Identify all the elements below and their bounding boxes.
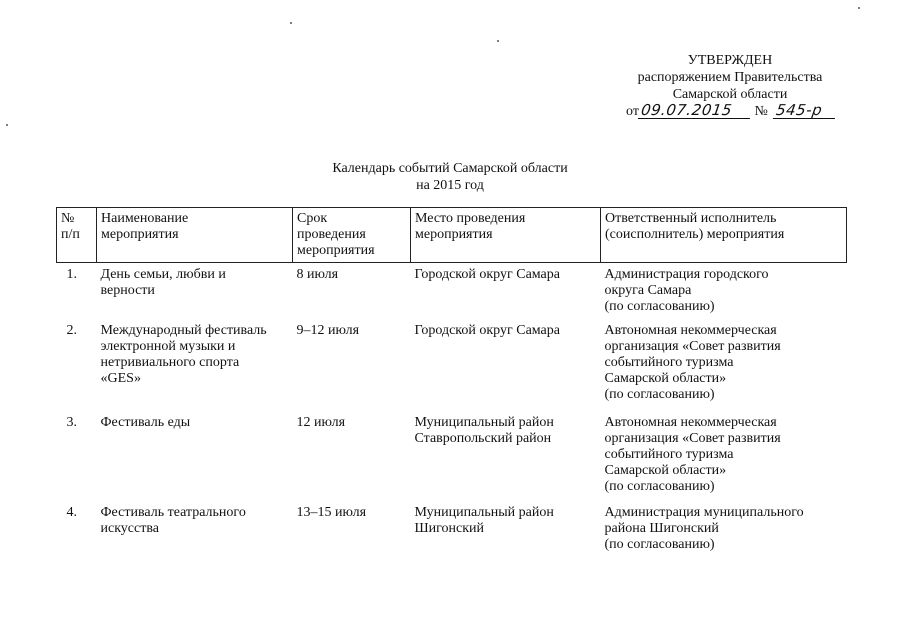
row-event-name: День семьи, любви и верности — [100, 267, 226, 298]
order-date-handwritten: 09.07.2015 — [638, 103, 752, 119]
row-number: 2. — [66, 323, 77, 338]
header-event-name: Наименование мероприятия — [97, 208, 293, 263]
row-event-date: 13–15 июля — [296, 505, 367, 520]
row-number: 1. — [66, 267, 77, 282]
row-responsible: Администрация городского округа Самара (по согласованию) — [604, 267, 769, 314]
row-event-name: Фестиваль еды — [100, 415, 191, 430]
document-title — [250, 160, 650, 194]
row-responsible: Администрация муниципального района Шигонский (по согласованию) — [604, 505, 804, 552]
row-event-place: Городской округ Самара — [414, 323, 560, 338]
table-header-row — [57, 208, 847, 263]
document-title-line1: Календарь событий Самарской области — [332, 161, 568, 176]
row-responsible: Автономная некоммерческая организация «Совет развития событийного туризма Самарской области» (по согласованию) — [604, 415, 781, 494]
order-number-handwritten: 545-р — [773, 103, 837, 119]
header-number: № п/п — [57, 208, 97, 263]
header-event-place: Место проведения мероприятия — [411, 208, 601, 263]
row-event-name: Фестиваль театрального искусства — [100, 505, 246, 536]
scan-speck — [497, 40, 499, 42]
row-responsible: Автономная некоммерческая организация «Совет развития событийного туризма Самарской области» (по согласованию) — [604, 323, 781, 402]
approval-stamp — [600, 52, 860, 103]
row-event-date: 12 июля — [296, 415, 346, 430]
events-table — [56, 207, 847, 561]
order-reference — [626, 103, 836, 120]
scan-speck — [290, 22, 292, 24]
scan-speck — [858, 7, 860, 9]
row-event-date: 9–12 июля — [296, 323, 360, 338]
row-event-place: Муниципальный район Ставропольский район — [414, 415, 554, 446]
row-number: 3. — [66, 415, 77, 430]
header-event-date: Срок проведения мероприятия — [293, 208, 411, 263]
table-row — [57, 501, 847, 561]
order-number-label: № — [754, 104, 768, 119]
approval-heading: УТВЕРЖДЕН — [687, 53, 773, 68]
row-event-name: Международный фестиваль электронной музыки и нетривиального спорта «GES» — [100, 323, 267, 386]
header-responsible: Ответственный исполнитель (соисполнитель) мероприятия — [601, 208, 847, 263]
row-event-place: Городской округ Самара — [414, 267, 560, 282]
order-from-label: от — [626, 104, 639, 119]
approval-region: Самарской области — [672, 87, 788, 102]
approval-authority: распоряжением Правительства — [637, 70, 823, 85]
row-event-place: Муниципальный район Шигонский — [414, 505, 554, 536]
scan-speck — [6, 124, 8, 126]
row-number: 4. — [66, 505, 77, 520]
row-event-date: 8 июля — [296, 267, 339, 282]
table-row — [57, 319, 847, 411]
table-row — [57, 263, 847, 320]
table-row — [57, 411, 847, 501]
document-title-line2: на 2015 год — [416, 178, 484, 193]
